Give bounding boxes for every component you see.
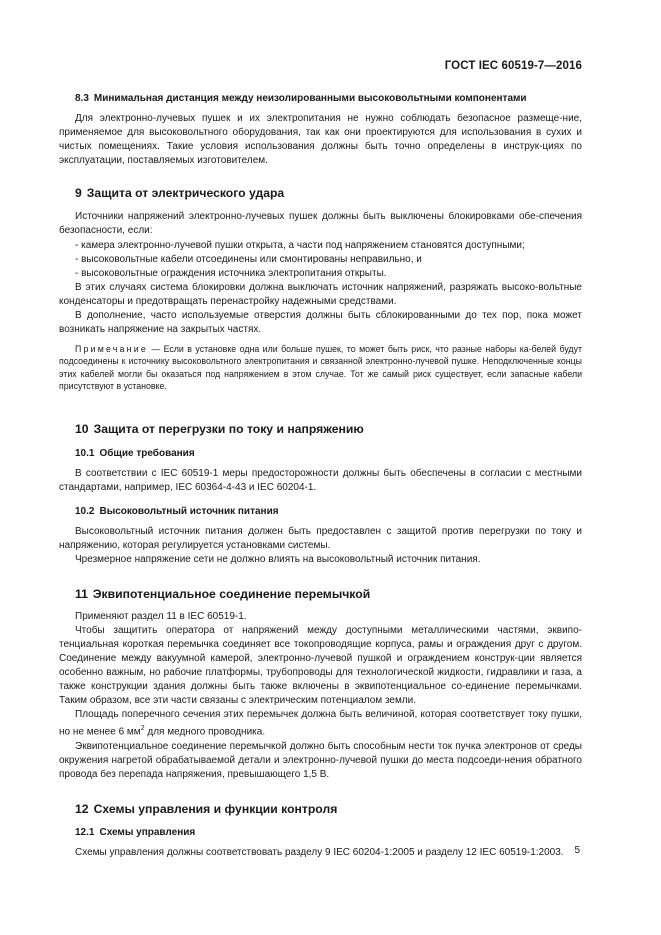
list-item-9-3: - высоковольтные ограждения источника электропитания открыты. [75,267,387,279]
note-text: — Если в установке одна или больше пушек, то может быть риск, что разные наборы ка-белей будут подсоединены к источнику высоковольтного электропитания и связанной электронно-лучевой пушке. Неподключенные концы этих кабелей могли бы оказаться под напряжением в этом случае. Тот же самый риск существует, если запасные кабели присутствуют в установке. [59,344,582,391]
heading-8-3-number: 8.3 [75,93,89,104]
list-item-9-1: - камера электронно-лучевой пушки открыта, а части под напряжением становятся доступными; [75,239,525,251]
heading-10 [59,422,582,436]
heading-10-1 [59,448,582,459]
note-9 [59,343,582,392]
heading-12-number: 12 [75,801,89,816]
paragraph-11-4: Эквипотенциальное соединение перемычкой должно быть способным нести ток пучка электронов от среды окружения нагретой обрабатываемой детали и электронно-лучевой пушки до места подсоеди-нения обратного провода без перепада напряжения, превышающего 1,5 В. [59,740,582,780]
heading-10-number: 10 [75,422,89,437]
heading-9-number: 9 [75,186,82,201]
paragraph-11-3-text-a: Площадь поперечного сечения этих перемычек должна быть величиной, которая соответствует току пушки, но не менее 6 мм [59,709,582,738]
heading-12-title: Схемы управления и функции контроля [93,801,338,816]
paragraph-8-3-1: Для электронно-лучевых пушек и их электропитания не нужно соблюдать безопасное размеще-ние, применяемое для высоковольтного оборудования, так как они проектируются для использования в сухих и чистых помещениях. Такие условия использования должны быть точно определены в инструк-циях по эксплуатации, поставляемых изготовителем. [59,113,582,167]
heading-8-3 [59,93,582,104]
paragraph-10-2-2: Чрезмерное напряжение сети не должно влиять на высоковольтный источник питания. [75,554,481,566]
paragraph-9-3: В дополнение, часто используемые отверстия должны быть сблокированными до тех пор, пока может возникать напряжение на закрытых частях. [59,310,582,336]
list-item-9-2: - высоковольтные кабели отсоединены или смонтированы неправильно, и [75,253,422,265]
paragraph-11-3-text-b: для медного проводника. [144,726,266,738]
heading-11-number: 11 [75,586,88,601]
note-label: Примечание [75,344,148,355]
heading-11-title: Эквипотенциальное соединение перемычкой [92,586,371,601]
heading-9 [59,186,582,200]
paragraph-11-3 [59,708,582,740]
superscript-2: 2 [140,725,145,733]
heading-10-2-number: 10.2 [75,506,95,518]
heading-10-1-number: 10.1 [75,448,95,460]
heading-10-1-title: Общие требования [99,448,195,460]
paragraph-9-1: Источники напряжений электронно-лучевых пушек должны быть выключены блокировками обе-спечения безопасности, если: [59,211,582,237]
heading-10-2 [59,506,582,517]
heading-12 [59,802,582,816]
page-number: 5 [574,845,580,856]
paragraph-10-2-1: Высоковольтный источник питания должен быть предоставлен с защитой против перегрузки по току и напряжению, которая регулируется установками системы. [59,526,582,552]
heading-10-2-title: Высоковольтный источник питания [99,506,279,518]
heading-11 [59,587,582,601]
paragraph-10-1-1: В соответствии с IEC 60519-1 меры предосторожности должны быть обеспечены в согласии с местными стандартами, например, IEC 60364-4-43 и IEC 60204-1. [59,468,582,494]
heading-12-1 [59,827,582,838]
page-content [59,84,582,860]
standard-header: ГОСТ IEC 60519-7—2016 [444,60,582,72]
paragraph-11-1: Применяют раздел 11 в IEC 60519-1. [75,610,247,622]
paragraph-9-2: В этих случаях система блокировки должна выключать источник напряжений, разряжать высоко-вольтные конденсаторы и предотвращать перенастройку надежными средствами. [59,281,582,307]
heading-9-title: Защита от электрического удара [86,186,285,201]
paragraph-11-2: Чтобы защитить оператора от напряжений между доступными металлическими частями, эквипо-тенциальная короткая перемычка соединяет все токопроводящие корпуса, рамы и ограждения друг с другом. Соединение между вакуумной камерой, электронно-лучевой пушкой и ограждением конструк-ции является особенно важным, но рабочие платформы, трубопроводы для технологической жидкости, гидравлики и газа, а также конструкции здания должны быть также включены в эквипотенциальное со-единение перемычками. Таким образом, все эти части связаны с электрическим потенциалом земли. [59,624,582,707]
heading-12-1-title: Схемы управления [99,826,196,838]
heading-8-3-title: Минимальная дистанция между неизолированными высоковольтными компонентами [93,93,527,104]
heading-12-1-number: 12.1 [75,826,95,838]
paragraph-12-1-1: Схемы управления должны соответствовать разделу 9 IEC 60204-1:2005 и разделу 12 IEC 60519-1:2003. [75,846,564,858]
heading-10-title: Защита от перегрузки по току и напряжению [93,422,364,437]
